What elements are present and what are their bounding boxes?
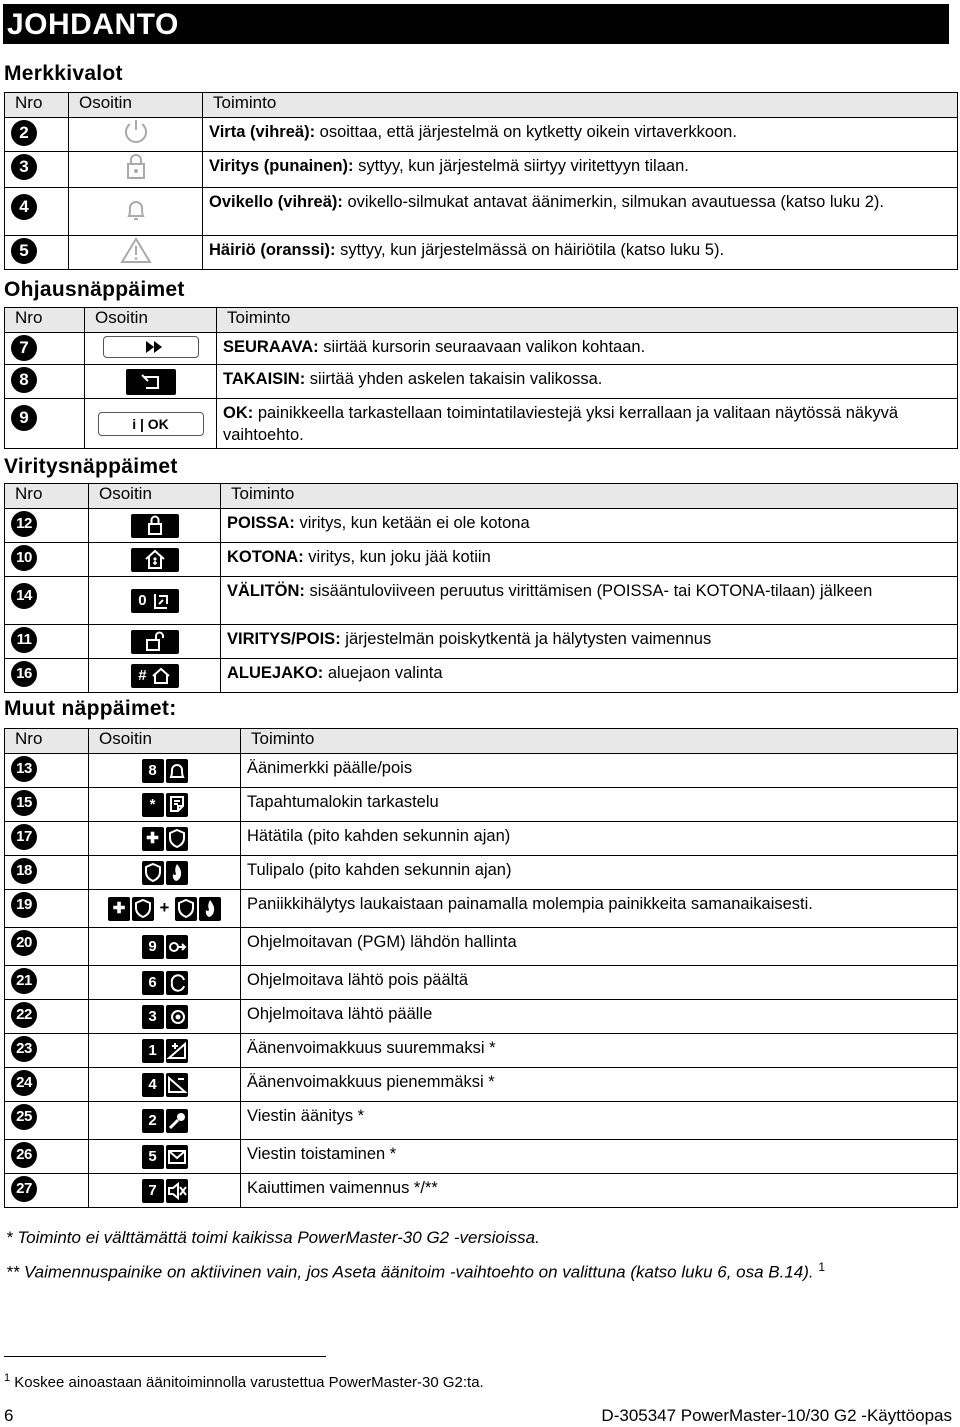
row-label: TAKAISIN: bbox=[223, 370, 306, 388]
col-toiminto: Toiminto bbox=[203, 93, 958, 118]
row-label: Viritys (punainen): bbox=[209, 157, 354, 175]
log-icon: * bbox=[141, 795, 189, 813]
table-row bbox=[5, 788, 958, 822]
document-title: D-305347 PowerMaster-10/30 G2 -Käyttöopas bbox=[601, 1406, 952, 1425]
pgm-icon: 9 bbox=[141, 937, 189, 955]
row-number: 4 bbox=[11, 194, 37, 220]
table-row bbox=[5, 152, 958, 188]
arming-keys-table bbox=[4, 483, 958, 693]
table-row bbox=[5, 928, 958, 966]
key-hash: # bbox=[138, 666, 147, 684]
row-number: 12 bbox=[11, 511, 37, 537]
pgm-off-icon: 6 bbox=[141, 973, 189, 991]
row-number: 14 bbox=[11, 583, 37, 609]
row-label: VÄLITÖN: bbox=[227, 582, 305, 600]
col-osoitin: Osoitin bbox=[85, 308, 217, 333]
key-i: i bbox=[132, 415, 137, 432]
row-desc: viritys, kun joku jää kotiin bbox=[303, 548, 491, 566]
row-desc: Ohjelmoitavan (PGM) lähdön hallinta bbox=[241, 928, 958, 966]
panic-combo-icon: ✚ + bbox=[107, 899, 222, 917]
note-2-text: ** Vaimennuspainike on aktiivinen vain, jos Aseta äänitoim -vaihtoehto on valittuna (katso luku 6, osa B.14). bbox=[6, 1262, 814, 1282]
speaker-mute-icon: 7 bbox=[141, 1181, 189, 1199]
row-label: KOTONA: bbox=[227, 548, 304, 566]
row-desc: siirtää yhden askelen takaisin valikossa. bbox=[305, 370, 603, 388]
row-label: Ovikello (vihreä): bbox=[209, 193, 343, 211]
row-number: 7 bbox=[11, 335, 37, 361]
col-toiminto: Toiminto bbox=[241, 729, 958, 754]
row-number: 11 bbox=[11, 627, 37, 653]
row-desc: sisääntuloviiveen peruutus virittämisen (POISSA- tai KOTONA-tilaan) jälkeen bbox=[304, 582, 873, 600]
page-number: 6 bbox=[4, 1406, 14, 1425]
volume-down-icon: 4 bbox=[141, 1075, 189, 1093]
footnote bbox=[4, 1372, 484, 1391]
table-row bbox=[5, 822, 958, 856]
row-desc: syttyy, kun järjestelmä siirtyy viritettyyn tilaan. bbox=[353, 157, 689, 175]
table-row bbox=[5, 659, 958, 693]
row-desc: Tapahtumalokin tarkastelu bbox=[241, 788, 958, 822]
row-desc: ovikello-silmukat antavat äänimerkin, silmukan avautuessa (katso luku 2). bbox=[342, 193, 884, 211]
row-number: 24 bbox=[11, 1070, 37, 1096]
row-number: 13 bbox=[11, 756, 37, 782]
power-icon bbox=[121, 118, 151, 146]
row-number: 17 bbox=[11, 824, 37, 850]
indicators-table bbox=[4, 92, 958, 270]
row-desc: Tulipalo (pito kahden sekunnin ajan) bbox=[241, 856, 958, 890]
row-number: 25 bbox=[11, 1104, 37, 1130]
row-number: 9 bbox=[11, 405, 37, 431]
bell-icon bbox=[121, 194, 151, 224]
key-digit: 0 bbox=[138, 591, 147, 609]
row-desc: siirtää kursorin seuraavaan valikon kohtaan. bbox=[318, 338, 646, 356]
row-desc: Äänimerkki päälle/pois bbox=[241, 754, 958, 788]
footnote-mark: 1 bbox=[4, 1372, 11, 1384]
row-number: 27 bbox=[11, 1176, 37, 1202]
row-desc: viritys, kun ketään ei ole kotona bbox=[294, 514, 530, 532]
other-keys-table bbox=[4, 728, 958, 1208]
volume-up-icon: 1 bbox=[141, 1041, 189, 1059]
col-toiminto: Toiminto bbox=[221, 484, 958, 509]
info-ok-icon: i | OK bbox=[98, 412, 204, 436]
table-row bbox=[5, 236, 958, 270]
row-number: 5 bbox=[11, 238, 37, 264]
row-desc: painikkeella tarkastellaan toimintatilaviestejä yksi kerrallaan ja valitaan näytössä näkyvä vaihtoehto. bbox=[223, 404, 898, 444]
row-label: VIRITYS/POIS: bbox=[227, 630, 341, 648]
table-row bbox=[5, 188, 958, 236]
next-icon bbox=[103, 336, 199, 358]
table-row bbox=[5, 856, 958, 890]
table-row bbox=[5, 1000, 958, 1034]
row-label: SEURAAVA: bbox=[223, 338, 319, 356]
col-nro: Nro bbox=[5, 729, 89, 754]
row-number: 26 bbox=[11, 1142, 37, 1168]
row-desc: Viestin äänitys * bbox=[241, 1102, 958, 1140]
table-row bbox=[5, 754, 958, 788]
table-row bbox=[5, 577, 958, 625]
col-toiminto: Toiminto bbox=[217, 308, 958, 333]
row-desc: aluejaon valinta bbox=[323, 664, 443, 682]
table-row bbox=[5, 333, 958, 365]
row-desc: Paniikkihälytys laukaistaan painamalla molempia painikkeita samanaikaisesti. bbox=[241, 890, 958, 928]
table-row bbox=[5, 509, 958, 543]
lock-closed-key-icon bbox=[131, 514, 179, 538]
note-2 bbox=[6, 1260, 825, 1283]
shield-icon: ✚ bbox=[141, 829, 189, 847]
control-keys-table bbox=[4, 307, 958, 449]
col-osoitin: Osoitin bbox=[89, 729, 241, 754]
warning-icon bbox=[120, 236, 152, 264]
envelope-icon: 5 bbox=[141, 1147, 189, 1165]
section-title-other: Muut näppäimet: bbox=[4, 697, 177, 720]
row-label: OK: bbox=[223, 404, 254, 422]
table-row bbox=[5, 365, 958, 399]
row-label: POISSA: bbox=[227, 514, 295, 532]
footnote-divider bbox=[4, 1356, 326, 1357]
note-2-sup: 1 bbox=[818, 1260, 826, 1274]
row-desc: osoittaa, että järjestelmä on kytketty oikein virtaverkkoon. bbox=[315, 123, 737, 141]
chime-icon: 8 bbox=[141, 761, 189, 779]
row-desc: Äänenvoimakkuus pienemmäksi * bbox=[241, 1068, 958, 1102]
table-row bbox=[5, 118, 958, 152]
col-osoitin: Osoitin bbox=[69, 93, 203, 118]
row-number: 2 bbox=[11, 120, 37, 146]
row-number: 23 bbox=[11, 1036, 37, 1062]
pgm-on-icon: 3 bbox=[141, 1007, 189, 1025]
note-1: * Toiminto ei välttämättä toimi kaikissa PowerMaster-30 G2 -versioissa. bbox=[6, 1228, 540, 1247]
table-row bbox=[5, 966, 958, 1000]
row-number: 10 bbox=[11, 545, 37, 571]
row-desc: Ohjelmoitava lähtö päälle bbox=[241, 1000, 958, 1034]
row-number: 18 bbox=[11, 858, 37, 884]
table-row bbox=[5, 1068, 958, 1102]
row-number: 15 bbox=[11, 790, 37, 816]
row-number: 3 bbox=[11, 154, 37, 180]
row-number: 22 bbox=[11, 1002, 37, 1028]
table-row bbox=[5, 1140, 958, 1174]
table-row bbox=[5, 890, 958, 928]
back-icon bbox=[126, 369, 176, 395]
table-row bbox=[5, 399, 958, 449]
row-desc: Viestin toistaminen * bbox=[241, 1140, 958, 1174]
partition-key-icon bbox=[131, 664, 179, 688]
key-ok: OK bbox=[147, 415, 169, 432]
row-desc: Hätätila (pito kahden sekunnin ajan) bbox=[241, 822, 958, 856]
row-number: 20 bbox=[11, 930, 37, 956]
lock-open-key-icon bbox=[131, 630, 179, 654]
col-nro: Nro bbox=[5, 93, 69, 118]
row-number: 21 bbox=[11, 968, 37, 994]
table-row bbox=[5, 1034, 958, 1068]
col-osoitin: Osoitin bbox=[89, 484, 221, 509]
fire-icon bbox=[141, 863, 189, 881]
table-row bbox=[5, 543, 958, 577]
home-person-key-icon bbox=[131, 548, 179, 572]
row-desc: Kaiuttimen vaimennus */** bbox=[241, 1174, 958, 1208]
row-desc: järjestelmän poiskytkentä ja hälytysten vaimennus bbox=[340, 630, 712, 648]
instant-key-icon bbox=[131, 589, 179, 613]
row-desc: Äänenvoimakkuus suuremmaksi * bbox=[241, 1034, 958, 1068]
row-number: 19 bbox=[11, 892, 37, 918]
col-nro: Nro bbox=[5, 308, 85, 333]
row-desc: Ohjelmoitava lähtö pois päältä bbox=[241, 966, 958, 1000]
table-row bbox=[5, 1174, 958, 1208]
row-label: Häiriö (oranssi): bbox=[209, 241, 336, 259]
section-title-indicators: Merkkivalot bbox=[4, 62, 123, 85]
chapter-banner: JOHDANTO bbox=[3, 4, 949, 44]
footnote-text: Koskee ainoastaan äänitoiminnolla varustettua PowerMaster-30 G2:ta. bbox=[14, 1374, 484, 1391]
row-desc: syttyy, kun järjestelmässä on häiriötila (katso luku 5). bbox=[335, 241, 725, 259]
col-nro: Nro bbox=[5, 484, 89, 509]
row-label: ALUEJAKO: bbox=[227, 664, 324, 682]
lock-icon bbox=[121, 152, 151, 182]
section-title-arming: Viritysnäppäimet bbox=[4, 455, 178, 478]
table-row bbox=[5, 1102, 958, 1140]
row-number: 16 bbox=[11, 661, 37, 687]
row-label: Virta (vihreä): bbox=[209, 123, 316, 141]
table-row bbox=[5, 625, 958, 659]
row-number: 8 bbox=[11, 367, 37, 393]
microphone-icon: 2 bbox=[141, 1111, 189, 1129]
section-title-control: Ohjausnäppäimet bbox=[4, 278, 185, 301]
